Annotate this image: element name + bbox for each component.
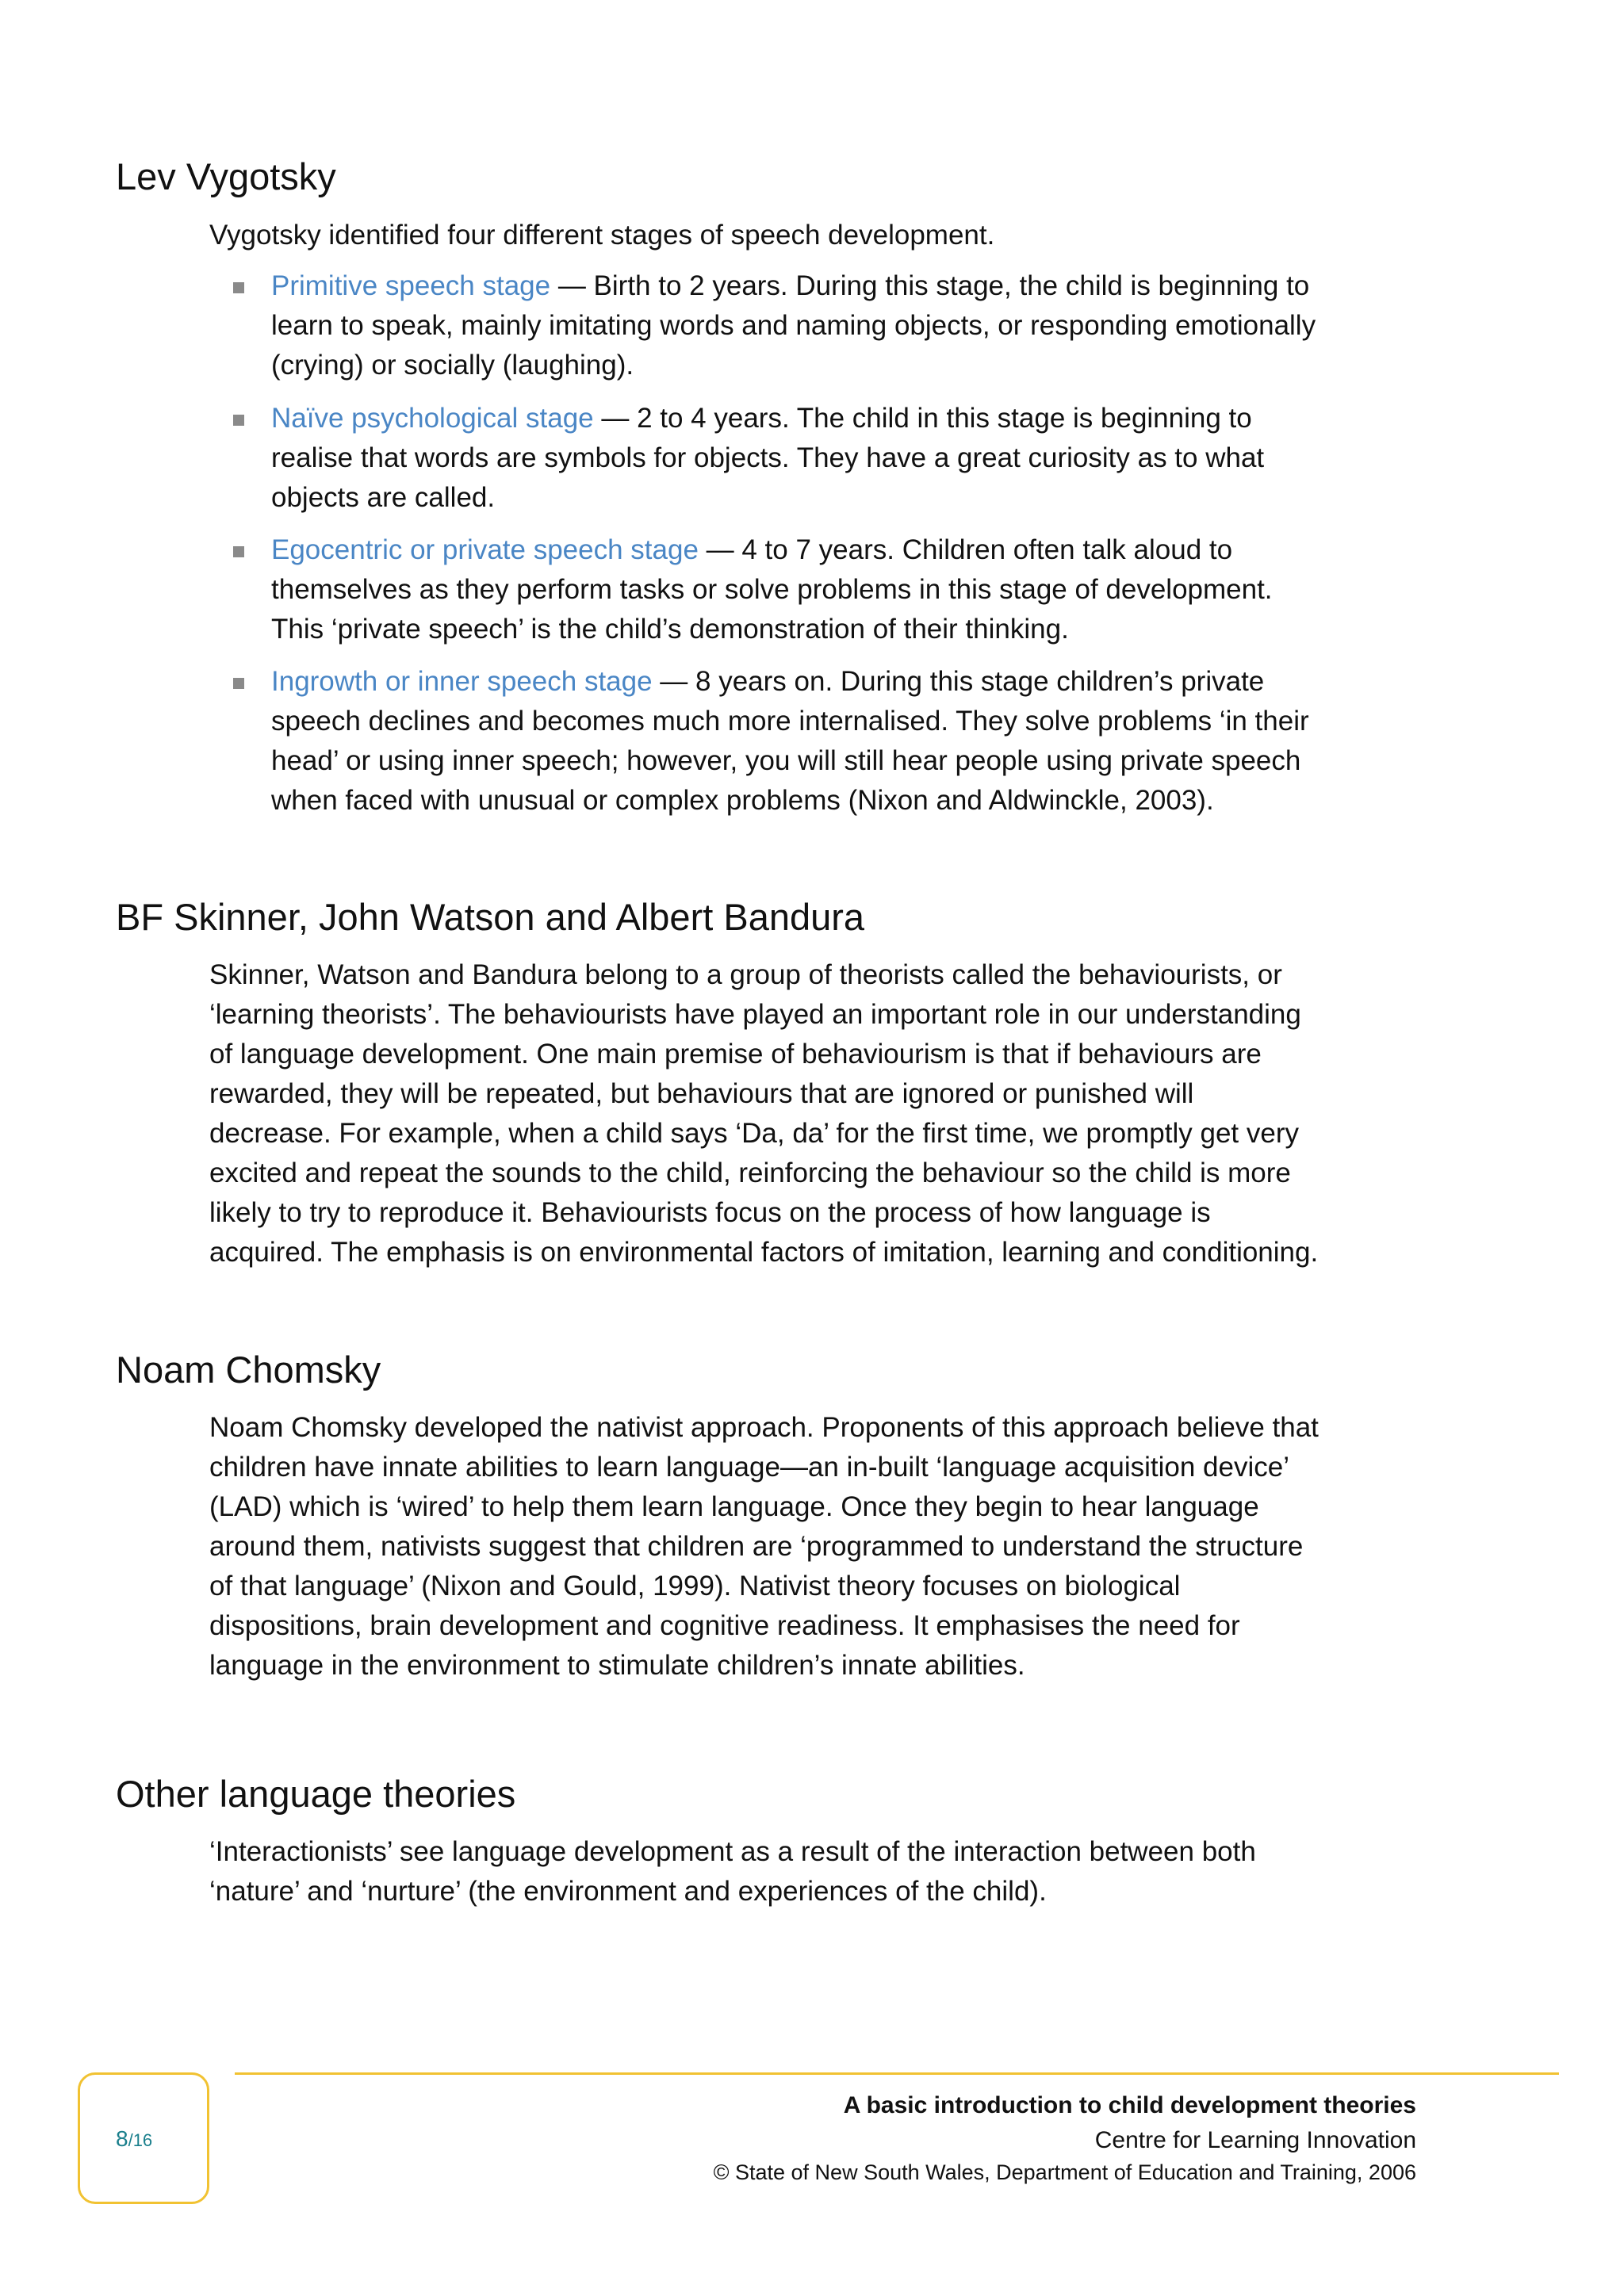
chomsky-paragraph: Noam Chomsky developed the nativist approach. Proponents of this approach believe that children have innate abilities to learn language—an in-built ‘language acquisition device’ (LAD) which is ‘wired’ to help them learn language. Once they begin to hear language around them, nativists suggest that children are ‘programmed to understand the structure of that language’ (Nixon and Gould, 1999). Nativist theory focuses on biological dispositions, brain development and cognitive readiness. It emphasises the need for language in the environment to stimulate children’s innate abilities.: [209, 1412, 1319, 1681]
list-item-naive-psychological: [271, 399, 1318, 518]
section-heading-chomsky: Noam Chomsky: [116, 1349, 381, 1391]
section-heading-behaviourists: BF Skinner, John Watson and Albert Bandura: [116, 896, 865, 938]
list-item-ingrowth-speech: [271, 662, 1318, 821]
term-ingrowth-speech: Ingrowth or inner speech stage: [271, 666, 653, 697]
bullet-square-icon: [233, 282, 244, 293]
item-text: — Birth to 2 years. During this stage, the child is beginning to learn to speak, mainly imitating words and naming objects, or responding emotionally (crying) or socially (laughing).: [271, 270, 1316, 381]
bullet-square-icon: [233, 678, 244, 689]
section-heading-vygotsky: Lev Vygotsky: [116, 155, 336, 197]
other-theories-paragraph: ‘Interactionists’ see language development as a result of the interaction between both ‘nature’ and ‘nurture’ (the environment and experiences of the child).: [209, 1836, 1256, 1907]
page-number: [116, 2126, 152, 2153]
page-current: 8: [116, 2126, 128, 2151]
item-text: — 4 to 7 years. Children often talk aloud to themselves as they perform tasks or solve problems in this stage of development. This ‘private speech’ is the child’s demonstration of their thinking.: [271, 534, 1273, 645]
bullet-square-icon: [233, 415, 244, 426]
list-item-primitive-speech: [271, 266, 1318, 385]
term-naive-psychological: Naïve psychological stage: [271, 403, 594, 434]
footer-divider: [235, 2072, 1559, 2075]
behaviourists-paragraph: Skinner, Watson and Bandura belong to a group of theorists called the behaviourists, or ‘learning theorists’. The behaviourists have played an important role in our understanding of language development. One main premise of behaviourism is that if behaviours are rewarded, they will be repeated, but behaviours that are ignored or punished will decrease. For example, when a child says ‘Da, da’ for the first time, we promptly get very excited and repeat the sounds to the child, reinforcing the behaviour so the child is more likely to try to reproduce it. Behaviourists focus on the process of how language is acquired. The emphasis is on environmental factors of imitation, learning and conditioning.: [209, 959, 1319, 1268]
bullet-square-icon: [233, 546, 244, 557]
item-text: — 2 to 4 years. The child in this stage is beginning to realise that words are symbols for objects. They have a great curiosity as to what objects are called.: [271, 403, 1265, 513]
vygotsky-intro: Vygotsky identified four different stages of speech development.: [209, 220, 995, 251]
term-egocentric-speech: Egocentric or private speech stage: [271, 534, 699, 565]
footer-copyright: © State of New South Wales, Department of Education and Training, 2006: [713, 2160, 1416, 2184]
page-total: /16: [128, 2130, 153, 2150]
list-item-egocentric-speech: [271, 530, 1318, 649]
footer-document-title: A basic introduction to child development theories: [843, 2092, 1416, 2118]
item-text: — 8 years on. During this stage children’s private speech declines and becomes much more internalised. They solve problems ‘in their head’ or using inner speech; however, you will still hear people using private speech when faced with unusual or complex problems (Nixon and Aldwinckle, 2003).: [271, 666, 1309, 816]
section-heading-other-theories: Other language theories: [116, 1773, 516, 1815]
term-primitive-speech: Primitive speech stage: [271, 270, 551, 301]
footer-organisation: Centre for Learning Innovation: [1094, 2127, 1416, 2153]
